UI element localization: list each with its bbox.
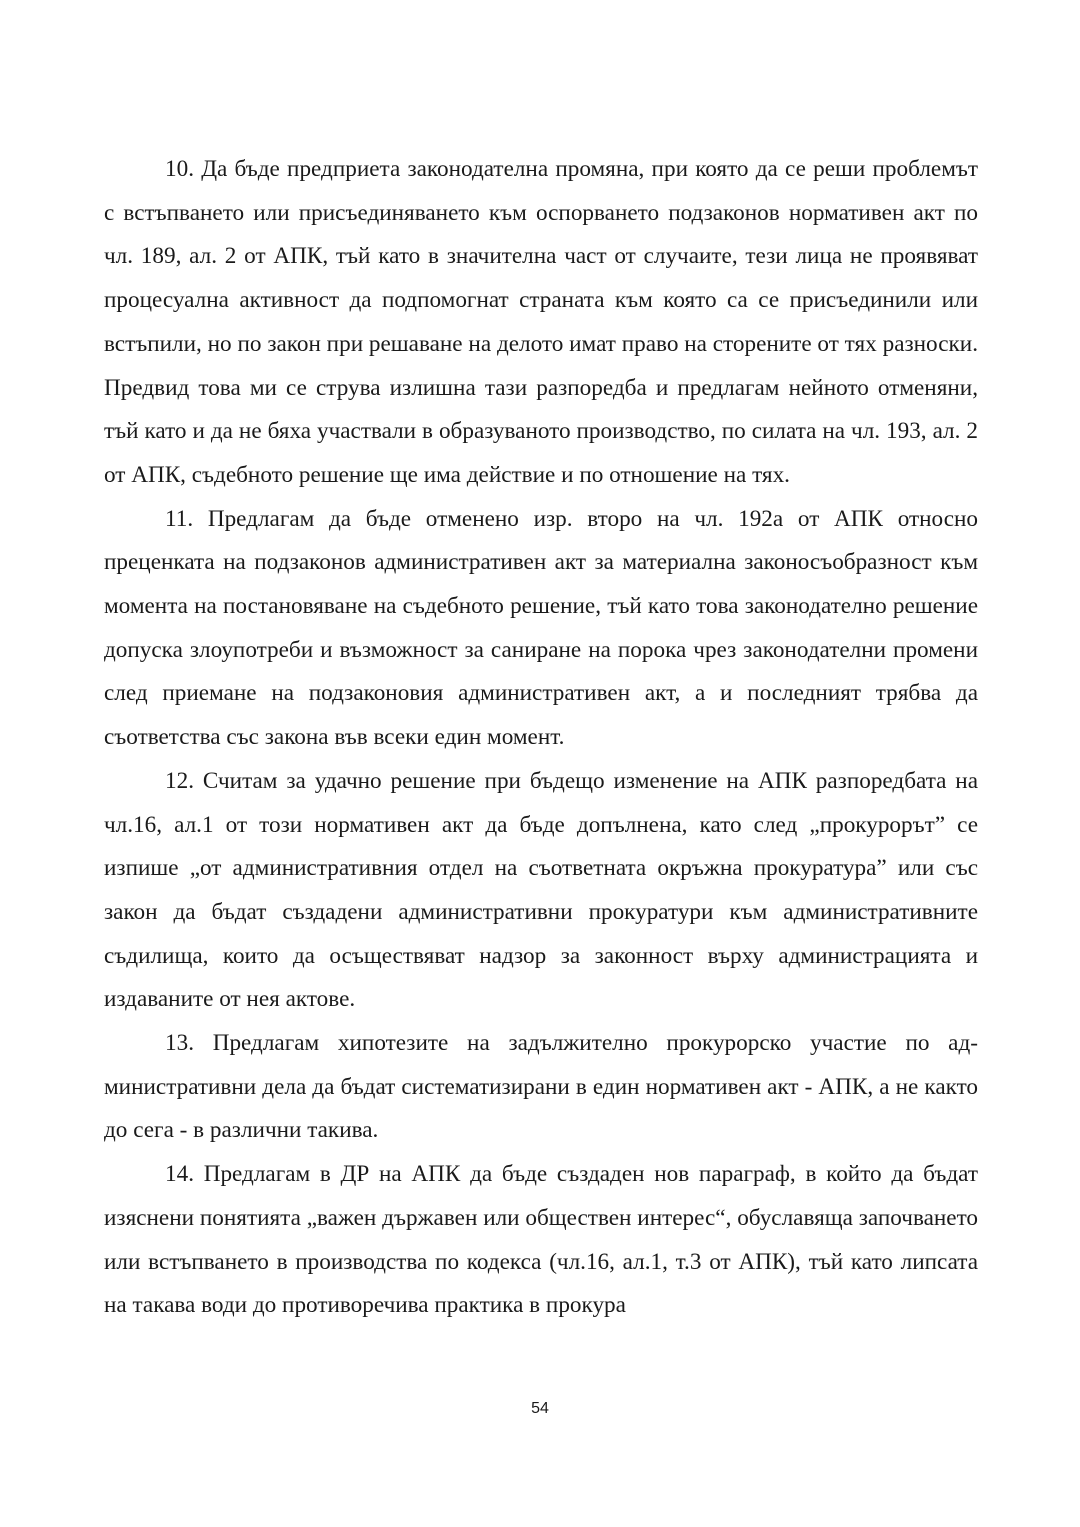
page-number: 54 xyxy=(531,1400,549,1417)
paragraph-10: 10. Да бъде предприета законодателна промяна, при която да се реши проблемът с встъпването или присъединяването към оспорването подзаконов нормативен акт по чл. 189, ал. 2 от АПК, тъй като в значителна част от случаите, тези лица не проявяват процесуална активност да подпомогнат страната към която са се присъединили или встъпили, но по закон при решаване на делото имат право на сторените от тях разноски. Предвид това ми се струва излишна тази разпоредба и предлагам нейното отменяни, тъй като и да не бяха участвали в образуваното производство, по силата на чл. 193, ал. 2 от АПК, съдебното решение ще има действие и по отношение на тях. xyxy=(104,156,978,488)
paragraph-14: 14. Предлагам в ДР на АПК да бъде създаден нов параграф, в който да бъдат изяснени понятията „важен държавен или обществен интерес“, обуславяща започването или встъпването в производства по кодекса (чл.16, ал.1, т.3 от АПК), тъй като липсата на такава води до противоречива практика в прокура xyxy=(104,1161,978,1319)
body-text xyxy=(104,148,978,1328)
paragraph-11: 11. Предлагам да бъде отменено изр. второ на чл. 192а от АПК относно преценката на подзаконов административен акт за материална законосъобразност към момента на постановяване на съдебното решение, тъй като това законодателно решение допуска злоупотреби и възможност за саниране на порока чрез законодателни промени след приемане на подзаконовия административен акт, а и последният трябва да съответства със закона във всеки един момент. xyxy=(104,505,978,751)
paragraph-12: 12. Считам за удачно решение при бъдещо изменение на АПК разпоредбата на чл.16, ал.1 от този нормативен акт да бъде допълнена, като след „прокурорът” се изпише „от административния отдел на съответната окръжна прокуратура” или със закон да бъдат създадени административни прокуратури към административните съдилища, които да осъществяват надзор за законност върху администрацията и издаваните от нея актове. xyxy=(104,767,978,1013)
paragraph-13: 13. Предлагам хипотезите на задължително прокурорско участие по административни дела да бъдат систематизирани в един нормативен акт - АПК, а не както до сега - в различни такива. xyxy=(104,1030,978,1144)
